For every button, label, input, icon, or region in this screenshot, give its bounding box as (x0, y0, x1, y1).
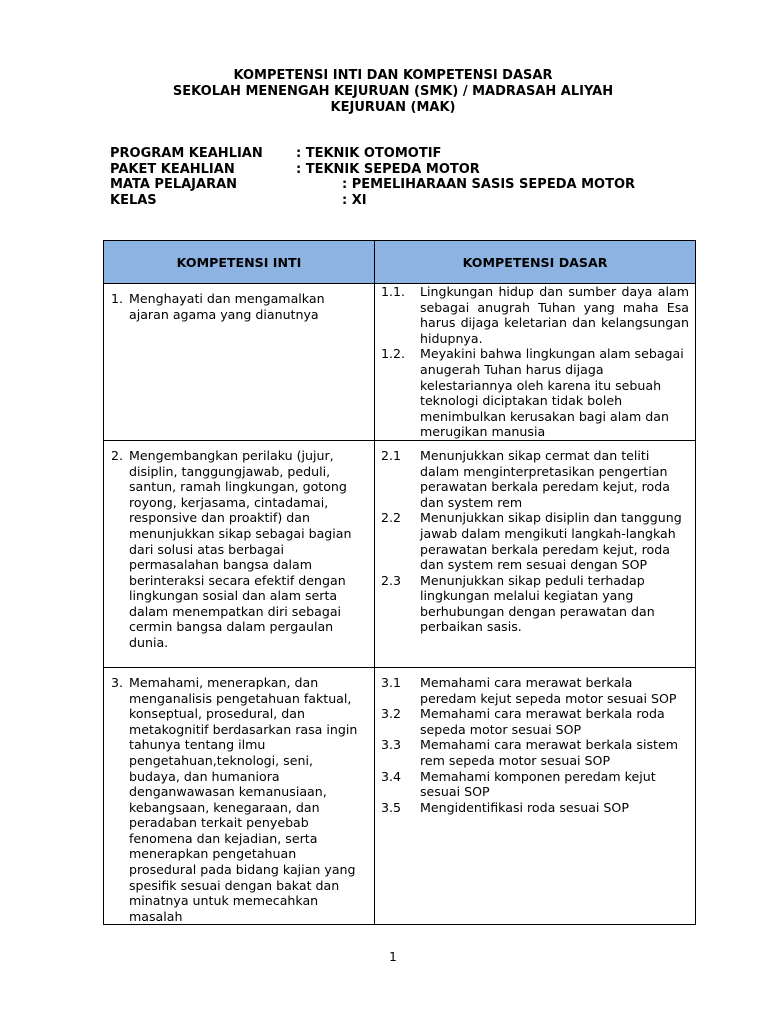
kd-number: 1.2. (381, 346, 406, 362)
kd-cell (375, 284, 696, 441)
kd-item (381, 284, 689, 346)
table-row (104, 440, 696, 667)
kd-item (381, 573, 689, 635)
meta-value: : TEKNIK OTOMOTIF (296, 146, 442, 161)
ki-text: Memahami, menerapkan, dan menganalisis pengetahuan faktual, konseptual, prosedural, dan metakognitif berdasarkan rasa ingin tahunya tentang ilmu pengetahuan,teknologi, seni, budaya, dan humaniora denganwawasan kemanusiaan, kebangsaan, kenegaraan, dan peradaban terkait penyebab fenomena dan kejadian, serta menerapkan pengetahuan prosedural pada bidang kajian yang spesifik sesuai dengan bakat dan minatnya untuk memecahkan masalah (129, 674, 358, 924)
ki-number: 1. (111, 291, 124, 306)
kd-cell (375, 440, 696, 667)
ki-text: Menghayati dan mengamalkan ajaran agama yang dianutnya (129, 291, 325, 322)
kd-item (381, 346, 689, 440)
kd-text: Meyakini bahwa lingkungan alam sebagai anugerah Tuhan harus dijaga kelestariannya oleh karena itu sebuah teknologi diciptakan tidak boleh menimbulkan kerusakan bagi alam dan merugikan manusia (420, 346, 684, 440)
kd-text: Mengidentifikasi roda sesuai SOP (420, 799, 629, 815)
competency-table (103, 240, 696, 925)
table-header-row (104, 241, 696, 284)
ki-number: 2. (111, 447, 124, 463)
meta-label: KELAS (110, 192, 157, 208)
meta-value: : TEKNIK SEPEDA MOTOR (296, 161, 480, 177)
kd-item (381, 448, 689, 510)
kd-number: 3.2 (381, 706, 402, 722)
meta-value: : PEMELIHARAAN SASIS SEPEDA MOTOR (342, 177, 636, 192)
table-row (104, 667, 696, 925)
ki-item (111, 448, 366, 651)
kd-cell (375, 667, 696, 925)
kd-item (381, 510, 689, 572)
kd-number: 3.4 (381, 768, 402, 784)
kd-item (381, 675, 689, 706)
kd-number: 2.2 (381, 510, 402, 526)
kd-number: 3.5 (381, 799, 402, 815)
kd-item (381, 737, 689, 768)
ki-item (111, 675, 366, 925)
page-number: 1 (389, 950, 397, 964)
ki-cell (104, 667, 375, 925)
kd-number: 3.1 (381, 674, 402, 690)
kd-text: Lingkungan hidup dan sumber daya alam sebagai anugrah Tuhan yang maha Esa harus dijaga keletarian dan kelangsungan hidupnya. (420, 284, 689, 346)
kd-text: Menunjukkan sikap cermat dan teliti dalam menginterpretasikan pengertian perawatan berkala peredam kejut, roda dan system rem (420, 447, 670, 510)
kd-text: Memahami cara merawat berkala roda sepeda motor sesuai SOP (420, 706, 665, 737)
kd-text: Memahami cara merawat berkala peredam kejut sepeda motor sesuai SOP (420, 674, 677, 706)
ki-number: 3. (111, 674, 124, 690)
header-kompetensi-dasar: KOMPETENSI DASAR (375, 241, 696, 284)
title-line-3: KEJURUAN (MAK) (330, 100, 456, 115)
ki-item (111, 291, 366, 322)
kd-text: Menunjukkan sikap peduli terhadap lingkungan melalui kegiatan yang berhubungan dengan perawatan dan perbaikan sasis. (420, 572, 655, 635)
document-title (0, 68, 768, 116)
kd-number: 2.3 (381, 572, 402, 588)
kd-text: Memahami cara merawat berkala sistem rem sepeda motor sesuai SOP (420, 737, 678, 768)
kd-item (381, 706, 689, 737)
ki-text: Mengembangkan perilaku (jujur, disiplin, tanggungjawab, peduli, santun, ramah lingkungan, gotong royong, kerjasama, cintadamai, responsive dan proaktif) dan menunjukkan sikap sebagai bagian dari solusi atas berbagai permasalahan bangsa dalam berinteraksi secara efektif dengan lingkungan sosial dan alam serta dalam menempatkan diri sebagai cermin bangsa dalam pergaulan dunia. (129, 447, 352, 651)
table-row (104, 284, 696, 441)
kd-item (381, 800, 689, 816)
ki-cell (104, 440, 375, 667)
meta-value: : XI (342, 192, 367, 208)
header-kompetensi-inti: KOMPETENSI INTI (104, 241, 375, 284)
ki-cell (104, 284, 375, 441)
kd-number: 3.3 (381, 737, 402, 753)
kd-text: Memahami komponen peredam kejut sesuai SOP (420, 768, 656, 800)
meta-label: PROGRAM KEAHLIAN (110, 146, 263, 161)
meta-label: PAKET KEAHLIAN (110, 161, 235, 177)
kd-number: 2.1 (381, 447, 402, 463)
kd-item (381, 769, 689, 800)
title-line-1: KOMPETENSI INTI DAN KOMPETENSI DASAR (233, 68, 553, 83)
title-line-2: SEKOLAH MENENGAH KEJURUAN (SMK) / MADRASAH ALIYAH (172, 84, 614, 99)
kd-number: 1.1. (381, 284, 406, 299)
meta-label: MATA PELAJARAN (110, 177, 238, 192)
kd-text: Menunjukkan sikap disiplin dan tanggung jawab dalam mengikuti langkah-langkah perawatan berkala peredam kejut, roda dan system rem sesuai dengan SOP (420, 510, 682, 573)
